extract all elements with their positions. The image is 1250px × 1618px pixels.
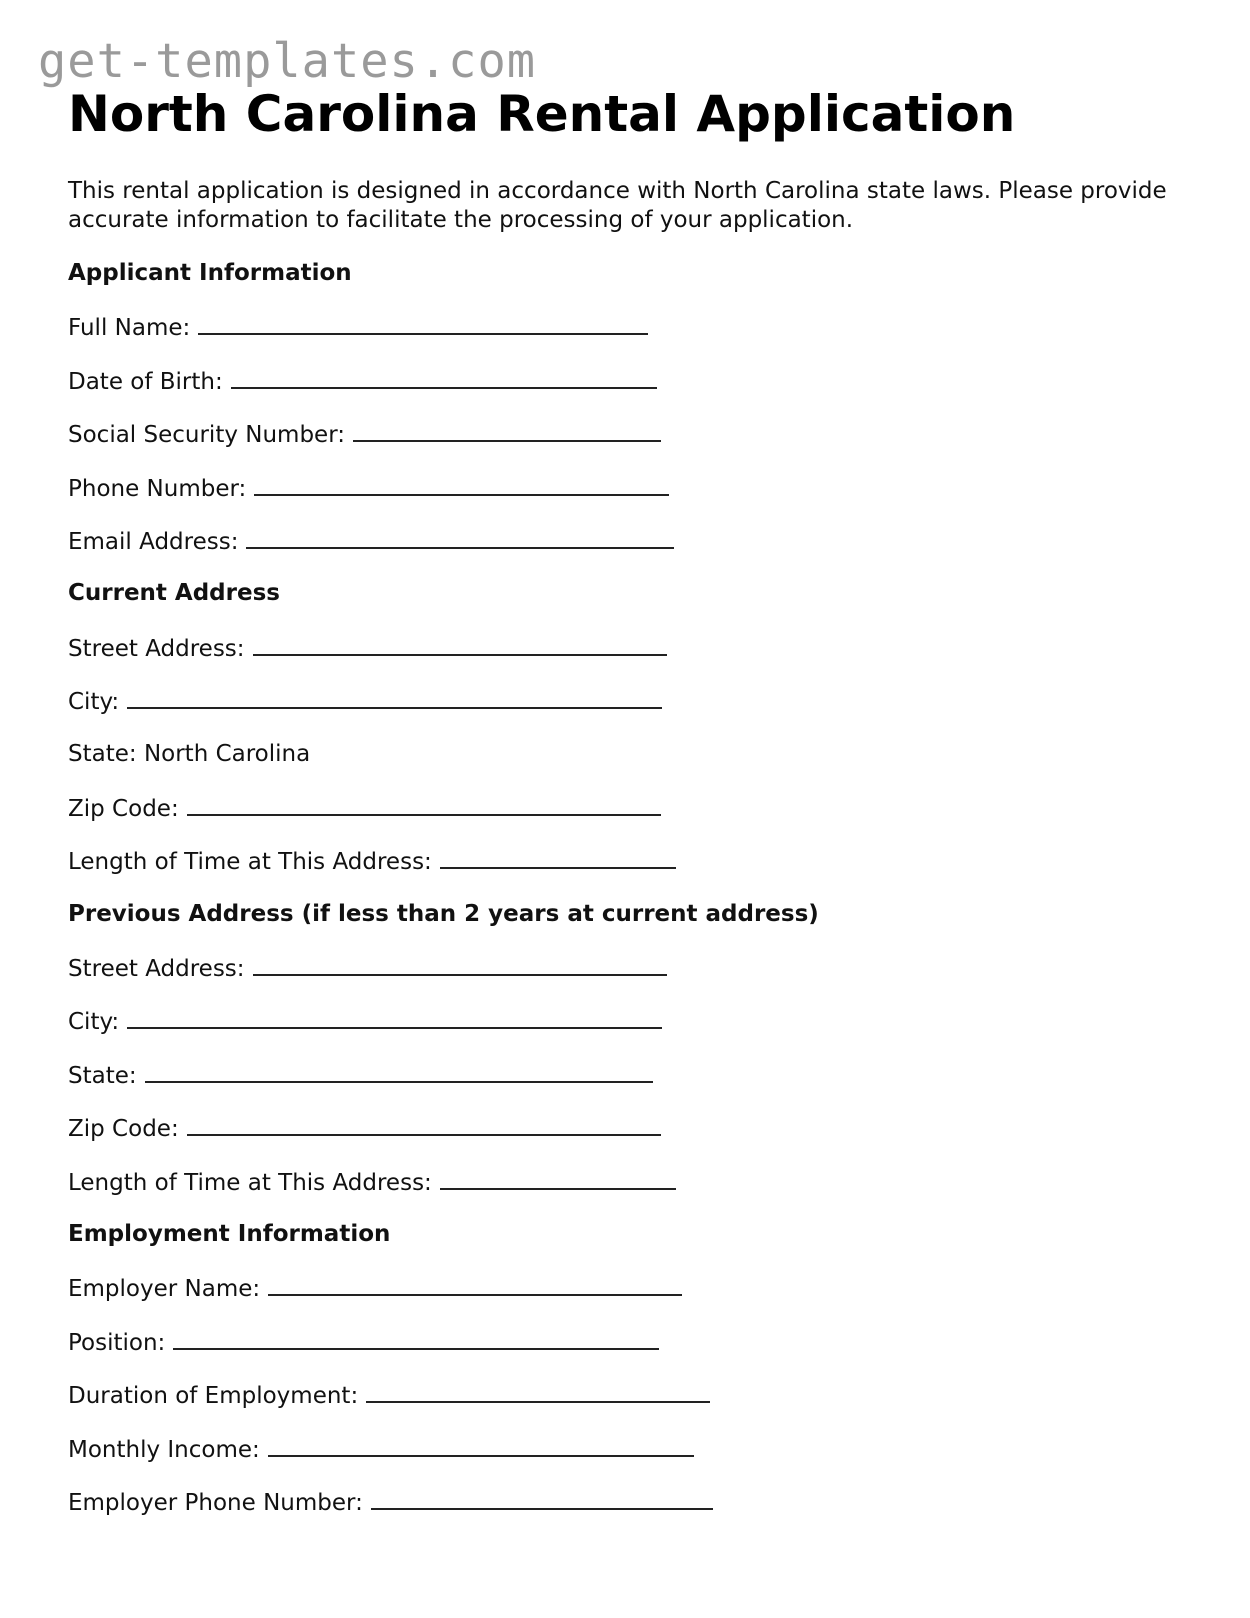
employer-row bbox=[68, 1272, 1188, 1325]
previous-street-row bbox=[68, 952, 1188, 1005]
previous-state-label: State: bbox=[68, 1062, 137, 1089]
email-row bbox=[68, 525, 1188, 578]
phone-row bbox=[68, 472, 1188, 525]
email-label: Email Address: bbox=[68, 528, 239, 555]
current-length-label: Length of Time at This Address: bbox=[68, 849, 432, 876]
section-heading-current-address: Current Address bbox=[68, 580, 280, 607]
dob-label: Date of Birth: bbox=[68, 368, 223, 395]
previous-length-label: Length of Time at This Address: bbox=[68, 1169, 432, 1196]
employer-label: Employer Name: bbox=[68, 1276, 261, 1303]
income-field[interactable] bbox=[268, 1433, 694, 1457]
current-street-row bbox=[68, 632, 1188, 685]
previous-street-field[interactable] bbox=[253, 952, 667, 976]
current-length-row bbox=[68, 845, 1188, 898]
dob-field[interactable] bbox=[231, 365, 657, 389]
ssn-field[interactable] bbox=[353, 418, 661, 442]
full-name-row bbox=[68, 311, 1188, 364]
current-zip-field[interactable] bbox=[187, 792, 661, 816]
income-row bbox=[68, 1433, 1188, 1486]
email-field[interactable] bbox=[246, 525, 674, 549]
duration-label: Duration of Employment: bbox=[68, 1383, 359, 1410]
employer-phone-label: Employer Phone Number: bbox=[68, 1489, 363, 1516]
ssn-row bbox=[68, 418, 1188, 471]
previous-zip-row bbox=[68, 1112, 1188, 1165]
duration-field[interactable] bbox=[366, 1379, 710, 1403]
previous-state-field[interactable] bbox=[145, 1059, 653, 1083]
phone-label: Phone Number: bbox=[68, 475, 247, 502]
current-street-field[interactable] bbox=[253, 632, 667, 656]
employer-phone-row bbox=[68, 1486, 1188, 1539]
current-state-label: State: North Carolina bbox=[68, 740, 311, 767]
previous-street-label: Street Address: bbox=[68, 956, 245, 983]
duration-row bbox=[68, 1379, 1188, 1432]
current-state-row bbox=[68, 739, 1188, 792]
employer-phone-field[interactable] bbox=[371, 1486, 713, 1510]
previous-zip-label: Zip Code: bbox=[68, 1116, 179, 1143]
current-city-field[interactable] bbox=[127, 685, 662, 709]
income-label: Monthly Income: bbox=[68, 1436, 260, 1463]
full-name-field[interactable] bbox=[198, 311, 648, 335]
ssn-label: Social Security Number: bbox=[68, 422, 345, 449]
current-street-label: Street Address: bbox=[68, 635, 245, 662]
employer-field[interactable] bbox=[268, 1272, 682, 1296]
previous-state-row bbox=[68, 1059, 1188, 1112]
current-zip-label: Zip Code: bbox=[68, 795, 179, 822]
page-title: North Carolina Rental Application bbox=[68, 85, 1016, 143]
section-heading-employment: Employment Information bbox=[68, 1221, 391, 1248]
previous-city-row bbox=[68, 1005, 1188, 1058]
current-city-row bbox=[68, 685, 1188, 738]
current-city-label: City: bbox=[68, 689, 120, 716]
position-row bbox=[68, 1326, 1188, 1379]
dob-row bbox=[68, 365, 1188, 418]
watermark: get-templates.com bbox=[38, 34, 537, 89]
position-field[interactable] bbox=[173, 1326, 659, 1350]
previous-city-field[interactable] bbox=[127, 1005, 662, 1029]
previous-zip-field[interactable] bbox=[187, 1112, 661, 1136]
section-heading-applicant: Applicant Information bbox=[68, 260, 352, 286]
current-length-field[interactable] bbox=[440, 845, 676, 869]
position-label: Position: bbox=[68, 1329, 166, 1356]
previous-city-label: City: bbox=[68, 1009, 120, 1036]
section-heading-previous-address: Previous Address (if less than 2 years at current address) bbox=[68, 900, 819, 927]
intro-paragraph: This rental application is designed in accordance with North Carolina state laws. Please provide accurate information to facilitate the processing of your application. bbox=[68, 178, 1167, 233]
previous-length-field[interactable] bbox=[440, 1166, 676, 1190]
previous-length-row bbox=[68, 1166, 1188, 1219]
current-zip-row bbox=[68, 792, 1188, 845]
phone-field[interactable] bbox=[254, 472, 669, 496]
full-name-label: Full Name: bbox=[68, 315, 191, 342]
rental-application-form bbox=[68, 258, 1188, 1539]
